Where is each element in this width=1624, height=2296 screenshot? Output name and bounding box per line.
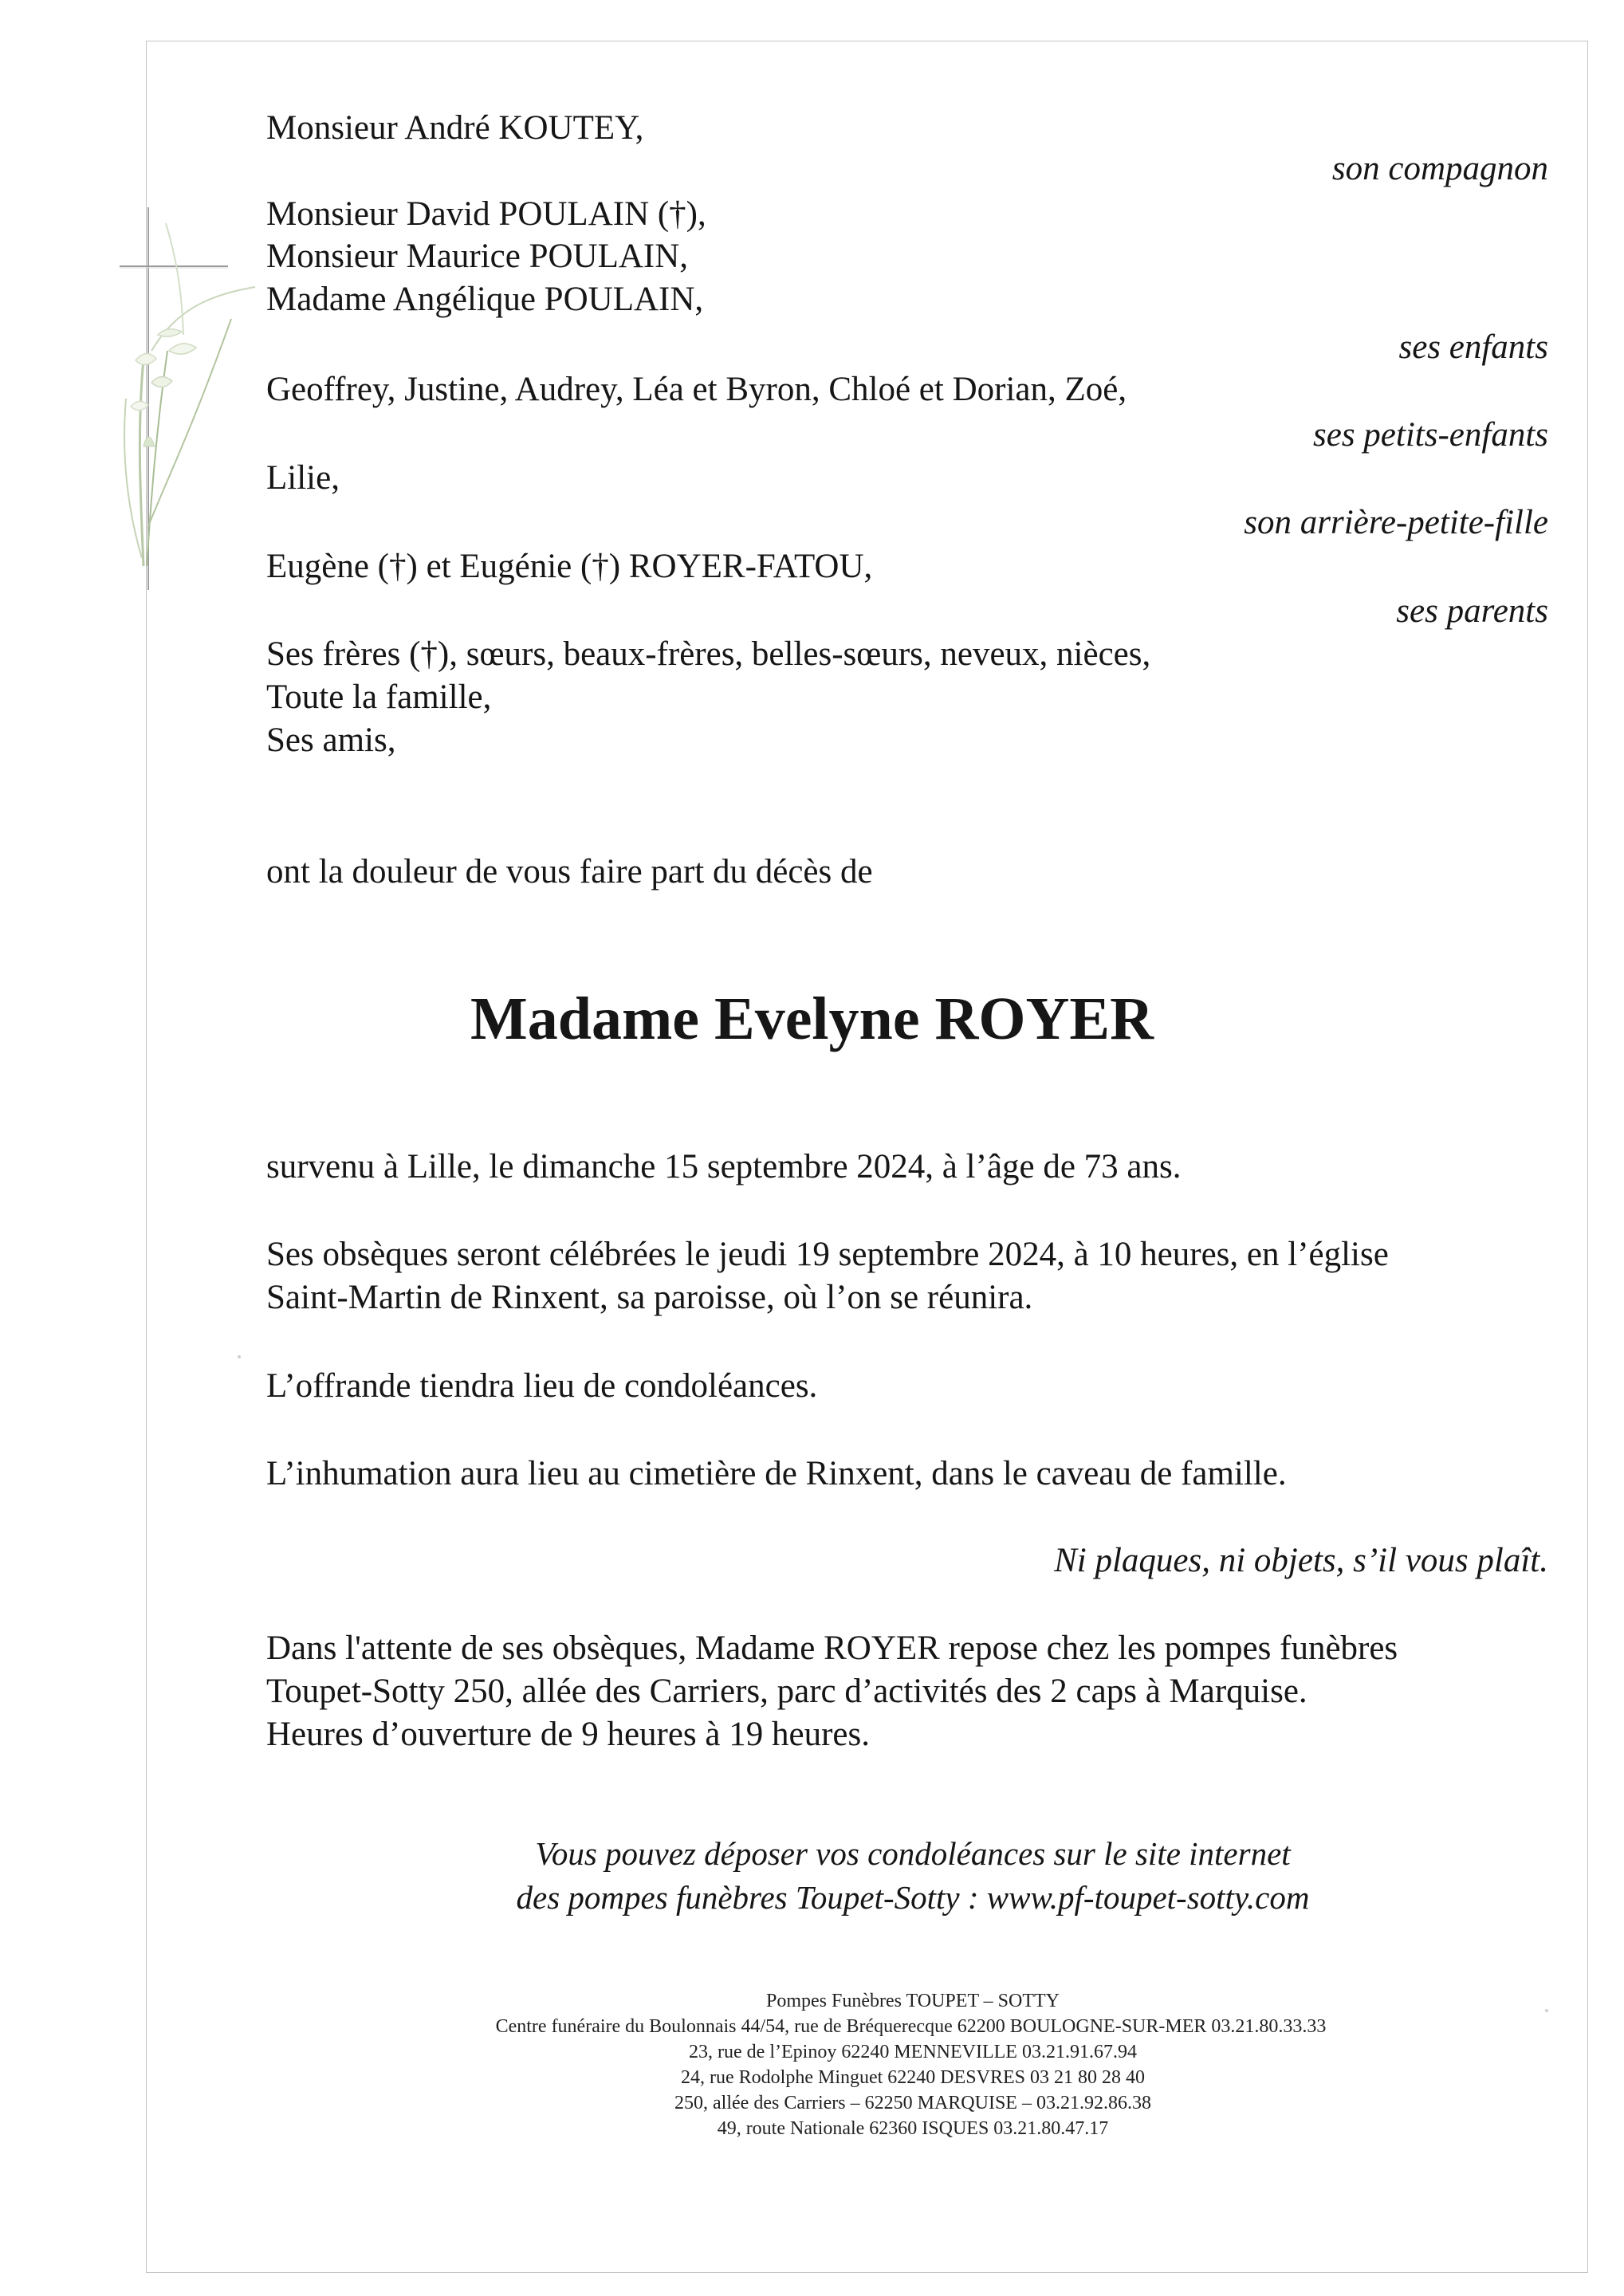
footer-address: 250, allée des Carriers – 62250 MARQUISE – 03.21.92.86.38	[674, 2093, 1151, 2113]
burial-note: L’inhumation aura lieu au cimetière de Rinxent, dans le caveau de famille.	[266, 1455, 1287, 1492]
visitation-line: Heures d’ouverture de 9 heures à 19 heures.	[266, 1716, 870, 1753]
condolences-line: des pompes funèbres Toupet-Sotty : www.pf-toupet-sotty.com	[516, 1879, 1310, 1916]
no-plaques-note: Ni plaques, ni objets, s’il vous plaît.	[1054, 1542, 1548, 1579]
great-grandchild-relation: son arrière-petite-fille	[1244, 504, 1548, 541]
grandchildren-relation: ses petits-enfants	[1313, 416, 1548, 454]
funeral-line: Saint-Martin de Rinxent, sa paroisse, où l’on se réunira.	[266, 1279, 1033, 1316]
deceased-name: Madame Evelyne ROYER	[470, 985, 1154, 1052]
footer-company: Pompes Funèbres TOUPET – SOTTY	[765, 1991, 1060, 2011]
child-name: Monsieur David POULAIN (†),	[266, 195, 706, 233]
siblings-line: Ses frères (†), sœurs, beaux-frères, belles-sœurs, neveux, nièces,	[266, 635, 1151, 673]
companion-name: Monsieur André KOUTEY,	[266, 109, 644, 147]
paper-speck	[238, 1355, 241, 1358]
footer-address: 23, rue de l’Epinoy 62240 MENNEVILLE 03.21.91.67.94	[689, 2042, 1137, 2062]
funeral-line: Ses obsèques seront célébrées le jeudi 19 septembre 2024, à 10 heures, en l’église	[266, 1236, 1389, 1273]
parents-relation: ses parents	[1396, 592, 1548, 630]
death-details: survenu à Lille, le dimanche 15 septembre 2024, à l’âge de 73 ans.	[266, 1148, 1182, 1185]
child-name: Monsieur Maurice POULAIN,	[266, 238, 689, 275]
companion-relation: son compagnon	[1331, 150, 1548, 187]
footer-address: 49, route Nationale 62360 ISQUES 03.21.80.47.17	[717, 2118, 1109, 2139]
footer-address: Centre funéraire du Boulonnais 44/54, rue de Bréquerecque 62200 BOULOGNE-SUR-MER 03.21.80.33.33	[495, 2016, 1327, 2037]
offering-note: L’offrande tiendra lieu de condoléances.	[266, 1367, 818, 1405]
child-name: Madame Angélique POULAIN,	[266, 281, 704, 318]
footer-address: 24, rue Rodolphe Minguet 62240 DESVRES 03 21 80 28 40	[681, 2067, 1145, 2088]
announcement-intro: ont la douleur de vous faire part du décès de	[266, 853, 873, 890]
visitation-line: Dans l'attente de ses obsèques, Madame ROYER repose chez les pompes funèbres	[266, 1630, 1398, 1667]
parents-names: Eugène (†) et Eugénie (†) ROYER-FATOU,	[266, 548, 873, 585]
children-relation: ses enfants	[1398, 328, 1548, 366]
grandchildren-names: Geoffrey, Justine, Audrey, Léa et Byron, Chloé et Dorian, Zoé,	[266, 371, 1127, 408]
condolences-line: Vous pouvez déposer vos condoléances sur le site internet	[535, 1835, 1291, 1872]
family-line: Toute la famille,	[266, 678, 492, 716]
cross-with-lily-icon	[120, 191, 279, 606]
great-grandchild-name: Lilie,	[266, 459, 340, 497]
friends-line: Ses amis,	[266, 721, 396, 759]
visitation-line: Toupet-Sotty 250, allée des Carriers, parc d’activités des 2 caps à Marquise.	[266, 1673, 1307, 1710]
